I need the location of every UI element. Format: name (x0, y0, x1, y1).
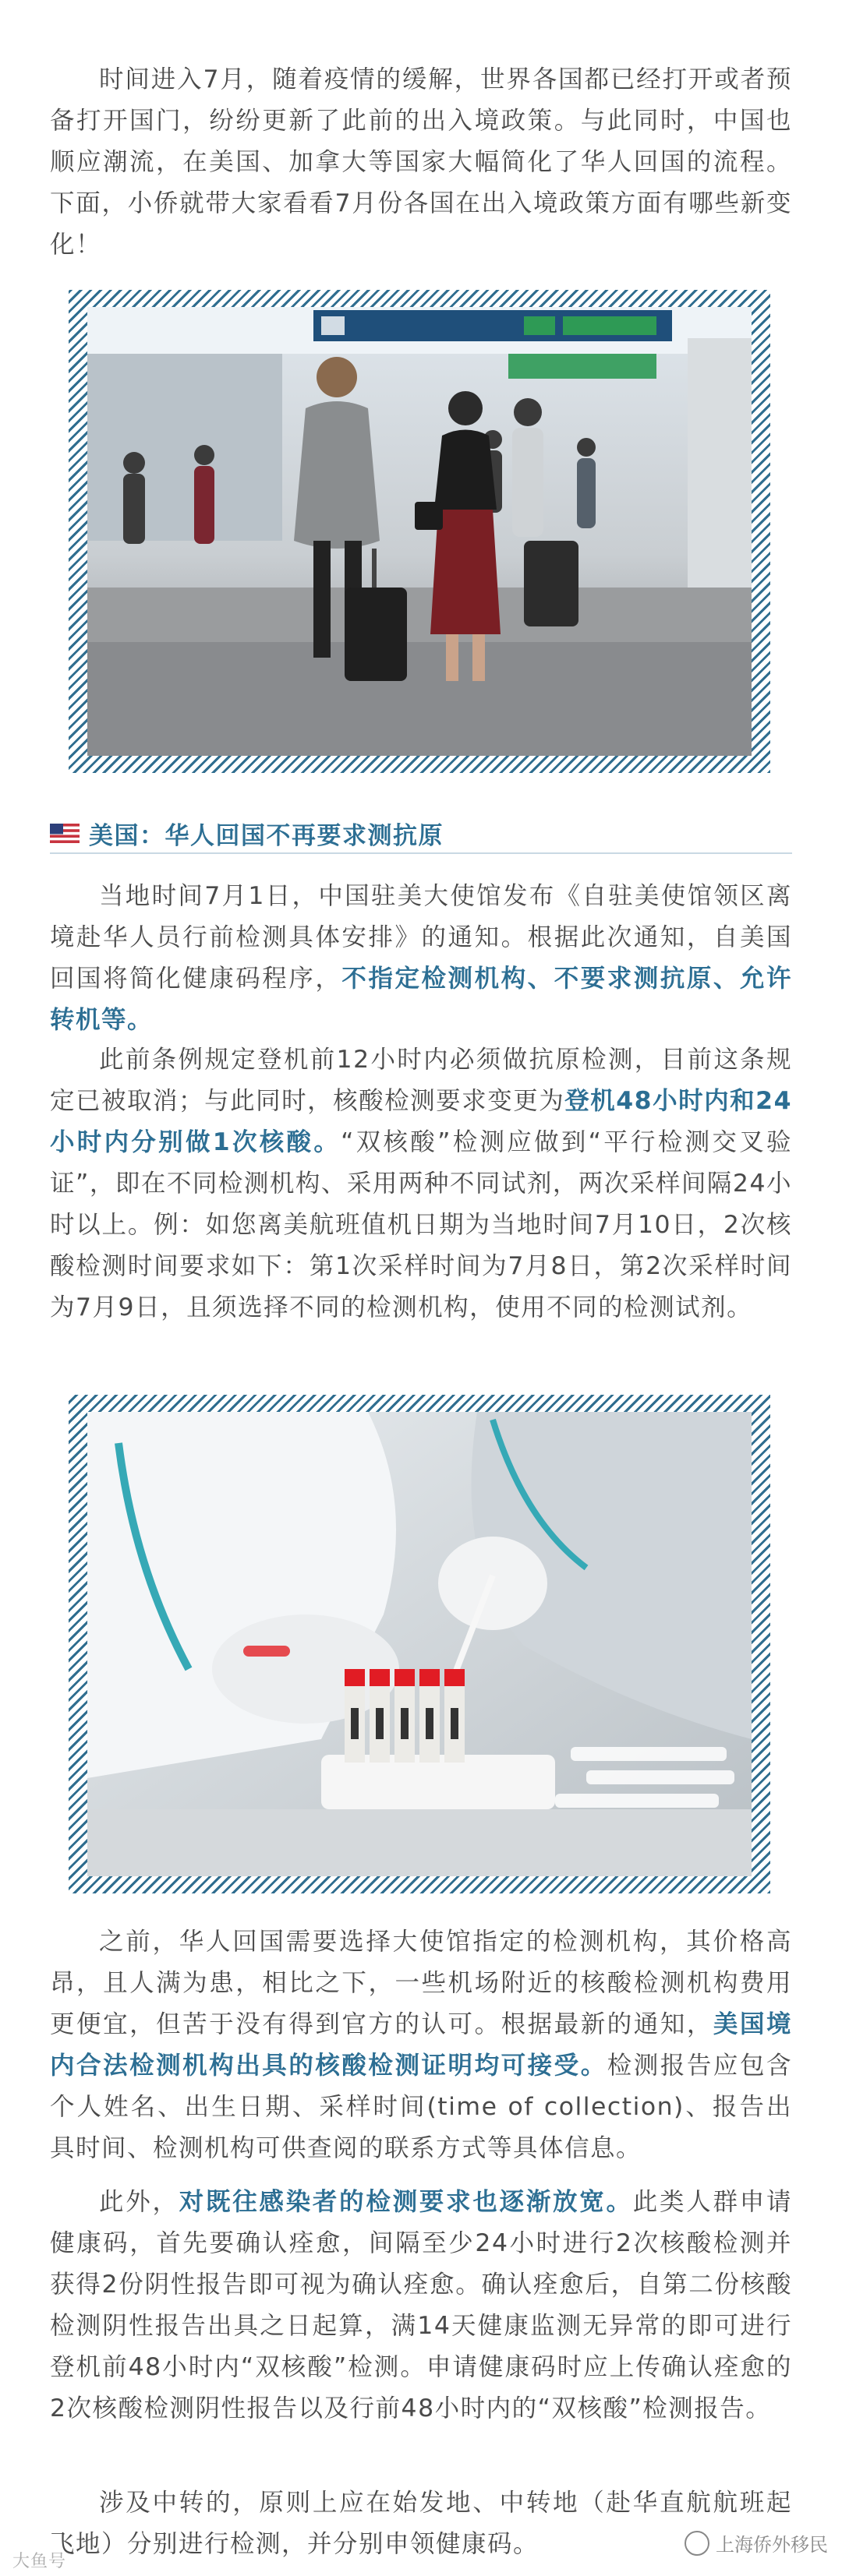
body-paragraph-1 (50, 876, 792, 1041)
paragraph-text: 此前条例规定登机前12小时内必须做抗原检测，目前这条规定已被取消；与此同时，核酸检测要求变更为 (50, 1046, 792, 1115)
lab-test-tubes-photo (87, 1412, 752, 1876)
paragraph-text: 检测报告应包含个人姓名、出生日期、采样时间(time of collection)、报告出具时间、检测机构可供查阅的联系方式等具体信息。 (50, 2052, 792, 2162)
body-paragraph-4 (50, 2182, 792, 2430)
lab-scene-illustration (87, 1412, 752, 1876)
watermark-right (685, 2529, 828, 2557)
highlight-text: 不指定检测机构、不要求测抗原、允许转机等。 (50, 965, 792, 1034)
watermark-left-text: 大鱼号 (12, 2552, 67, 2571)
paragraph-text: 此外， (99, 2188, 179, 2216)
paragraph-text: 此类人群申请健康码，首先要确认痊愈，间隔至少24小时进行2次核酸检测并获得2份阴性报告即可视为确认痊愈。确认痊愈后，自第二份核酸检测阴性报告出具之日起算，满14天健康监测无异常的即可进行登机前48小时内“双核酸”检测。申请健康码时应上传确认痊愈的2次核酸检测阴性报告以及行前48小时内的“双核酸”检测报告。 (50, 2188, 792, 2422)
test-tubes-illustration (345, 1669, 465, 1763)
watermark-right-text: 上海侨外移民 (716, 2534, 828, 2556)
section-heading-usa (50, 813, 792, 854)
highlight-text: 美国境内合法检测机构出具的核酸检测证明均可接受。 (50, 2010, 792, 2080)
section-title: 美国：华人回国不再要求测抗原 (89, 821, 444, 850)
body-paragraph-2 (50, 1039, 792, 1329)
lab-photo-frame (69, 1395, 770, 1893)
watermark-logo-icon (685, 2531, 709, 2556)
us-flag-icon (50, 824, 80, 843)
airport-photo-frame (69, 290, 770, 773)
paragraph-text: 当地时间7月1日，中国驻美大使馆发布《自驻美使馆领区离境赴华人员行前检测具体安排》的通知。根据此次通知，自美国回国将简化健康码程序， (50, 882, 792, 993)
body-paragraph-3 (50, 1921, 792, 2169)
watermark-left (12, 2548, 66, 2572)
paragraph-text: 之前，华人回国需要选择大使馆指定的检测机构，其价格高昂，且人满为患，相比之下，一些机场附近的核酸检测机构费用更便宜，但苦于没有得到官方的认可。根据最新的通知， (50, 1928, 792, 2038)
highlight-text: 对既往感染者的检测要求也逐渐放宽。 (179, 2188, 633, 2216)
airport-scene-illustration (87, 307, 752, 756)
body-paragraph-5 (50, 2482, 792, 2565)
airport-travelers-photo (87, 307, 752, 756)
paragraph-text: 涉及中转的，原则上应在始发地、中转地（赴华直航航班起飞地）分别进行检测，并分别申领健康码。 (50, 2489, 792, 2558)
highlight-text: 登机48小时内和24小时内分别做1次核酸。 (50, 1087, 792, 1156)
intro-paragraph (50, 59, 792, 266)
intro-text: 时间进入7月，随着疫情的缓解，世界各国都已经打开或者预备打开国门，纷纷更新了此前的出入境政策。与此同时，中国也顺应潮流，在美国、加拿大等国家大幅简化了华人回国的流程。下面，小侨就带大家看看7月份各国在出入境政策方面有哪些新变化！ (50, 65, 792, 259)
paragraph-text: “双核酸”检测应做到“平行检测交叉验证”，即在不同检测机构、采用两种不同试剂，两次采样间隔24小时以上。例：如您离美航班值机日期为当地时间7月10日，2次核酸检测时间要求如下：第1次采样时间为7月8日，第2次采样时间为7月9日，且须选择不同的检测机构，使用不同的检测试剂。 (50, 1128, 792, 1322)
